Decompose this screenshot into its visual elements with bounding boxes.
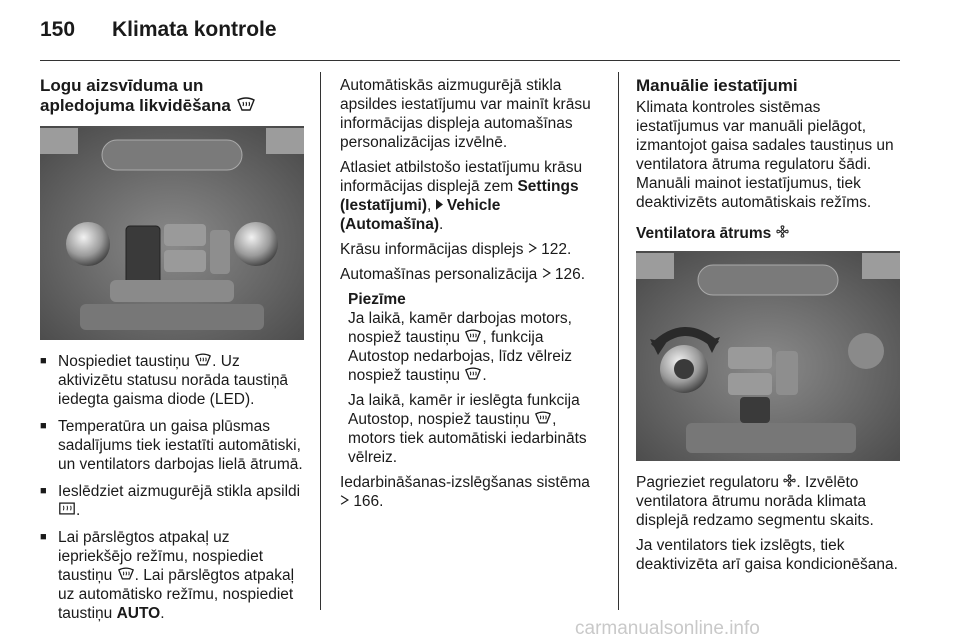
column-2 [340, 76, 602, 517]
fan-knob-photo [636, 251, 900, 461]
page-title: Klimata kontrole [112, 18, 277, 41]
reference: Krāsu informācijas displejs 122. [340, 241, 572, 258]
paragraph: Atlasiet atbilstošo iestatījumu krāsu informācijas displejā zem Settings (Iestatījumi), Vehicle (Automašīna). [340, 159, 583, 233]
column-divider-2 [618, 72, 619, 610]
page-number: 150 [40, 18, 76, 41]
page-reference-icon [340, 494, 349, 506]
reference: Automašīnas personalizācija 126. [340, 266, 586, 283]
column-divider-1 [320, 72, 321, 610]
defrost-icon [117, 567, 135, 580]
watermark: carmanualsonline.info [575, 618, 760, 639]
note-box [340, 290, 602, 467]
column-1 [40, 76, 306, 631]
header-rule [40, 60, 900, 61]
paragraph: Klimata kontroles sistēmas iestatījumus var manuāli pielāgot, izmantojot gaisa sadales taustiņus un ventilatora ātruma regulatoru šādi. Manuāli mainot iestatījumus, tiek deaktivizēts automātiskais režīms. [636, 99, 894, 211]
page-header [40, 18, 277, 42]
paragraph: Ja ventilators tiek izslēgts, tiek deaktivizēta arī gaisa kondicionēšana. [636, 537, 898, 573]
fan-icon [783, 474, 796, 487]
defrost-icon [464, 329, 482, 342]
list-item: ■ Nospiediet taustiņu . Uz aktivizētu statusu norāda taustiņā iedegta gaisma diode (LED). [40, 352, 306, 409]
paragraph: Pagrieziet regulatoru . Izvēlēto ventilatora ātrumu norāda klimata displejā redzamo segmentu skaits. [636, 474, 874, 529]
fan-icon [776, 225, 789, 238]
section-heading-defog: Logu aizsvīduma un apledojuma likvidēšana [40, 76, 306, 116]
list-item: ■ Temperatūra un gaisa plūsmas sadalījums tiek iestatīti automātiski, un ventilators darbojas lielā ātrumā. [40, 417, 306, 474]
note-paragraph: Ja laikā, kamēr darbojas motors, nospiež taustiņu , funkcija Autostop nedarbojas, līdz vēlreiz nospiež taustiņu . [348, 310, 573, 384]
page-reference-icon [528, 242, 537, 254]
defrost-icon [464, 367, 482, 380]
defrost-icon [194, 353, 212, 366]
subheading-fan-speed: Ventilatora ātrums [636, 224, 902, 243]
reference: Iedarbināšanas-izslēgšanas sistēma 166. [340, 474, 590, 510]
rear-window-heater-icon [58, 502, 76, 515]
note-paragraph: Ja laikā, kamēr ir ieslēgta funkcija Autostop, nospiež taustiņu , motors tiek automātiski iedarbināts vēlreiz. [348, 392, 587, 466]
column-3 [636, 76, 902, 580]
list-item: ■ Lai pārslēgtos atpakaļ uz iepriekšējo režīmu, nospiediet taustiņu . Lai pārslēgtos atpakaļ uz automātisko režīmu, nospiediet taustiņu AUTO. [40, 528, 306, 623]
instruction-list [40, 352, 306, 623]
note-title: Piezīme [348, 291, 406, 308]
paragraph: Automātiskās aizmugurējā stikla apsildes iestatījumu var mainīt krāsu informācijas displeja automašīnas personalizācijas izvēlnē. [340, 77, 591, 151]
climate-panel-photo [40, 126, 304, 340]
triangle-icon [436, 199, 443, 210]
defrost-icon [236, 97, 256, 111]
list-item: ■ Ieslēdziet aizmugurējā stikla apsildi . [40, 482, 306, 520]
section-heading-manual: Manuālie iestatījumi [636, 76, 798, 95]
page-reference-icon [542, 267, 551, 279]
defrost-icon [534, 411, 552, 424]
